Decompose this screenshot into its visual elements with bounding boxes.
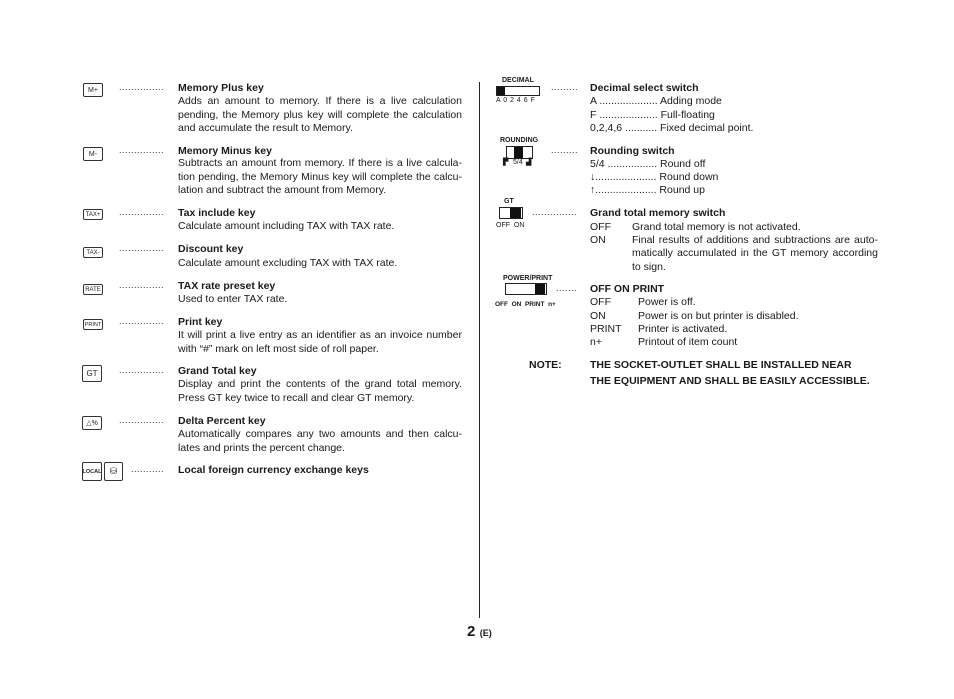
- rounding-switch-icon: ROUNDING ▛ 5/4 ▟: [500, 137, 539, 166]
- leader-dots: ...........: [131, 464, 165, 474]
- power-row-1-key: OFF: [590, 296, 611, 308]
- delta-percent-title: Delta Percent key: [178, 415, 266, 427]
- decimal-title: Decimal select switch: [590, 82, 699, 94]
- decimal-line-3: 0,2,4,6 ........... Fixed decimal point.: [590, 122, 754, 134]
- gt-row-1-key: OFF: [590, 221, 611, 233]
- leader-dots: ...............: [119, 280, 165, 290]
- leader-dots: ...............: [119, 82, 165, 92]
- rounding-line-1: 5/4 ................. Round off: [590, 158, 706, 170]
- power-print-switch-ticks: OFF ON PRINT n+: [495, 301, 556, 308]
- note-line-2: THE EQUIPMENT AND SHALL BE EASILY ACCESSIBLE.: [590, 375, 870, 387]
- gt-switch-icon: [496, 198, 526, 232]
- leader-dots: ...............: [119, 243, 165, 253]
- page-number-value: 2: [467, 623, 476, 640]
- local-title: Local foreign currency exchange keys: [178, 464, 369, 476]
- power-row-3-key: PRINT: [590, 323, 622, 335]
- leader-dots: ...............: [119, 207, 165, 217]
- grand-total-title: Grand Total key: [178, 365, 257, 377]
- decimal-switch-ticks: A 0 2 4 6 F: [496, 97, 536, 104]
- rounding-line-2: ↓..................... Round down: [590, 171, 719, 183]
- discount-title: Discount key: [178, 243, 244, 255]
- gt-row-1-value: Grand total memory is not activated.: [632, 221, 801, 233]
- memory-plus-key-icon: M+: [83, 83, 103, 97]
- gt-key-icon: GT: [82, 365, 102, 382]
- gt-title: Grand total memory switch: [590, 207, 726, 219]
- grand-total-desc: Display and print the contents of the grand total memory. Press GT key twice to recall and clear GT memory.: [178, 378, 462, 404]
- power-row-2-value: Power is on but printer is disabled.: [638, 310, 799, 322]
- leader-dots: ...............: [119, 145, 165, 155]
- rounding-title: Rounding switch: [590, 145, 675, 157]
- power-print-title: OFF ON PRINT: [590, 283, 665, 295]
- rounding-switch-label: ROUNDING: [500, 137, 539, 144]
- decimal-line-2: F .................... Full-floating: [590, 109, 715, 121]
- leader-dots: .........: [551, 145, 579, 155]
- decimal-switch-icon: [496, 77, 542, 113]
- power-row-3-value: Printer is activated.: [638, 323, 728, 335]
- delta-percent-key-icon: △%: [82, 416, 102, 430]
- decimal-switch-label: DECIMAL: [502, 77, 534, 84]
- memory-minus-key-icon: M-: [83, 147, 103, 161]
- note-line-1: THE SOCKET-OUTLET SHALL BE INSTALLED NEAR: [590, 359, 852, 371]
- power-print-switch-label: POWER/PRINT: [503, 275, 553, 282]
- gt-switch-label: GT: [504, 198, 514, 205]
- tax-minus-key-icon: TAX-: [83, 247, 103, 258]
- power-row-1-value: Power is off.: [638, 296, 696, 308]
- print-key-icon: PRINT: [83, 319, 103, 330]
- power-print-switch-icon: [495, 275, 561, 311]
- leader-dots: ...............: [119, 365, 165, 375]
- rate-key-icon: RATE: [83, 284, 103, 295]
- tax-rate-title: TAX rate preset key: [178, 280, 276, 292]
- gt-row-2-value: Final results of additions and subtractions are auto-matically accumulated in the GT memory according to sign.: [632, 234, 878, 273]
- leader-dots: ...............: [119, 415, 165, 425]
- local-key-icon: LOCAL: [82, 462, 102, 481]
- tax-include-title: Tax include key: [178, 207, 256, 219]
- power-row-4-key: n+: [590, 336, 602, 348]
- rounding-line-3: ↑..................... Round up: [590, 184, 705, 196]
- gt-row-2-key: ON: [590, 234, 606, 246]
- leader-dots: ...............: [119, 316, 165, 326]
- note-label: NOTE:: [529, 359, 562, 371]
- print-title: Print key: [178, 316, 223, 328]
- discount-desc: Calculate amount excluding TAX with TAX rate.: [178, 257, 398, 269]
- column-divider: [479, 82, 480, 618]
- rounding-switch-ticks: 5/4: [513, 159, 523, 166]
- delta-percent-desc: Automatically compares any two amounts and then calcu-lates and prints the percent change.: [178, 428, 462, 454]
- tax-include-desc: Calculate amount including TAX with TAX rate.: [178, 220, 395, 232]
- tax-rate-desc: Used to enter TAX rate.: [178, 293, 288, 305]
- page-number: [467, 623, 492, 641]
- leader-dots: .......: [556, 283, 578, 293]
- currency-key-icon: ⛁: [104, 462, 123, 481]
- memory-plus-desc: Adds an amount to memory. If there is a live calculation pending, the Memory plus key will complete the calculation and accumulate the result to Memory.: [178, 95, 462, 135]
- gt-switch-ticks: OFF ON: [496, 222, 525, 229]
- power-row-4-value: Printout of item count: [638, 336, 738, 348]
- tax-plus-key-icon: TAX+: [83, 209, 103, 220]
- leader-dots: ...............: [532, 207, 578, 217]
- memory-minus-title: Memory Minus key: [178, 145, 272, 157]
- memory-plus-title: Memory Plus key: [178, 82, 264, 94]
- power-row-2-key: ON: [590, 310, 606, 322]
- leader-dots: .........: [551, 82, 579, 92]
- decimal-line-1: A .................... Adding mode: [590, 95, 722, 107]
- memory-minus-desc: Subtracts an amount from memory. If there is a live calcula-tion pending, the Memory Minus key will complete the calcu-lation and subtract the amount from Memory.: [178, 157, 462, 197]
- print-desc: It will print a live entry as an identifier as an invoice number with “#” mark on left most side of roll paper.: [178, 329, 462, 355]
- page-language-suffix: (E): [479, 628, 492, 638]
